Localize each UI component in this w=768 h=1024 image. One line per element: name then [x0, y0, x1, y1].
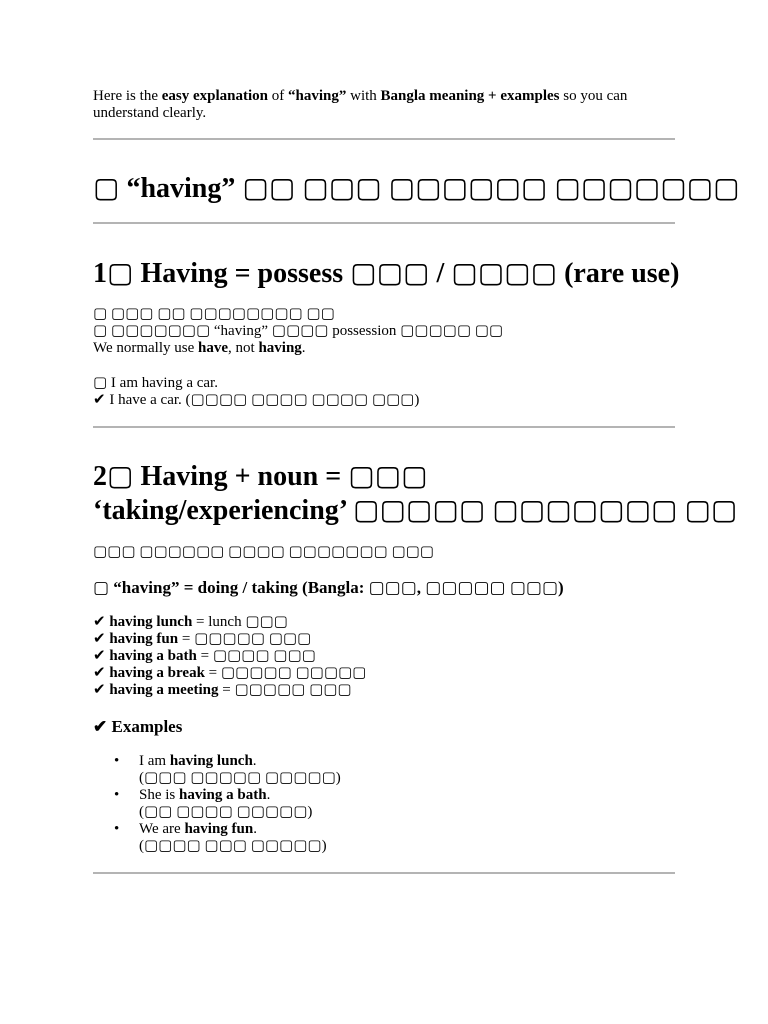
section-2-subline: ▢▢▢ ▢▢▢▢▢▢ ▢▢▢▢ ▢▢▢▢▢▢▢ ▢▢▢ — [93, 544, 434, 560]
right-example: ✔ I have a car. (▢▢▢▢ ▢▢▢▢ ▢▢▢▢ ▢▢▢) — [93, 392, 420, 408]
check-icon: ✔ — [93, 682, 110, 698]
section-1-heading: 1▢ Having = possess ▢▢▢ / ▢▢▢▢ (rare use) — [93, 258, 680, 289]
example-sentence: She is having a bath. — [139, 787, 271, 803]
divider-1 — [93, 138, 675, 140]
section-1-line-3: We normally use have, not having. — [93, 340, 306, 356]
bullet-icon: • — [114, 821, 120, 837]
phrase-item: ✔ having fun = ▢▢▢▢▢ ▢▢▢ — [93, 631, 312, 647]
page-title: ▢ “having” ▢▢ ▢▢▢ ▢▢▢▢▢▢ ▢▢▢▢▢▢▢ — [93, 173, 740, 204]
intro-bold-having: “having” — [288, 88, 347, 104]
section-1-line-1: ▢ ▢▢▢ ▢▢ ▢▢▢▢▢▢▢▢ ▢▢ — [93, 306, 335, 322]
example-translation: (▢▢▢▢ ▢▢▢ ▢▢▢▢▢) — [139, 838, 327, 854]
having-meaning-heading: ▢ “having” = doing / taking (Bangla: ▢▢▢, ▢▢▢▢▢ ▢▢▢) — [93, 578, 564, 597]
intro-text-1: Here is the — [93, 88, 162, 104]
check-icon: ✔ — [93, 631, 110, 647]
intro-text-3: with — [346, 88, 381, 104]
phrase-item: ✔ having a meeting = ▢▢▢▢▢ ▢▢▢ — [93, 682, 352, 698]
divider-3 — [93, 426, 675, 428]
section-2-heading-line-1: 2▢ Having + noun = ▢▢▢ — [93, 461, 428, 492]
intro-bold-bangla-meaning: Bangla meaning + examples — [380, 88, 560, 104]
intro-paragraph — [93, 88, 675, 122]
example-translation: (▢▢ ▢▢▢▢ ▢▢▢▢▢) — [139, 804, 313, 820]
intro-text-4: so you can understand clearly. — [93, 88, 628, 121]
example-sentence: I am having lunch. — [139, 753, 257, 769]
example-sentence: We are having fun. — [139, 821, 257, 837]
bullet-icon: • — [114, 753, 120, 769]
phrase-item: ✔ having a bath = ▢▢▢▢ ▢▢▢ — [93, 648, 316, 664]
check-icon: ✔ — [93, 648, 110, 664]
divider-2 — [93, 222, 675, 224]
phrase-item: ✔ having a break = ▢▢▢▢▢ ▢▢▢▢▢ — [93, 665, 367, 681]
phrase-item: ✔ having lunch = lunch ▢▢▢ — [93, 614, 288, 630]
example-translation: (▢▢▢ ▢▢▢▢▢ ▢▢▢▢▢) — [139, 770, 341, 786]
bullet-icon: • — [114, 787, 120, 803]
divider-4 — [93, 872, 675, 874]
section-1-line-2: ▢ ▢▢▢▢▢▢▢ “having” ▢▢▢▢ possession ▢▢▢▢▢ ▢▢ — [93, 323, 504, 339]
check-icon: ✔ — [93, 614, 110, 630]
wrong-example: ▢ I am having a car. — [93, 375, 218, 391]
intro-text-2: of — [268, 88, 288, 104]
examples-heading: ✔ Examples — [93, 717, 183, 736]
section-2-heading-line-2: ‘taking/experiencing’ ▢▢▢▢▢ ▢▢▢▢▢▢▢ ▢▢ — [93, 495, 738, 526]
check-icon: ✔ — [93, 665, 110, 681]
intro-bold-easy-explanation: easy explanation — [161, 88, 268, 104]
